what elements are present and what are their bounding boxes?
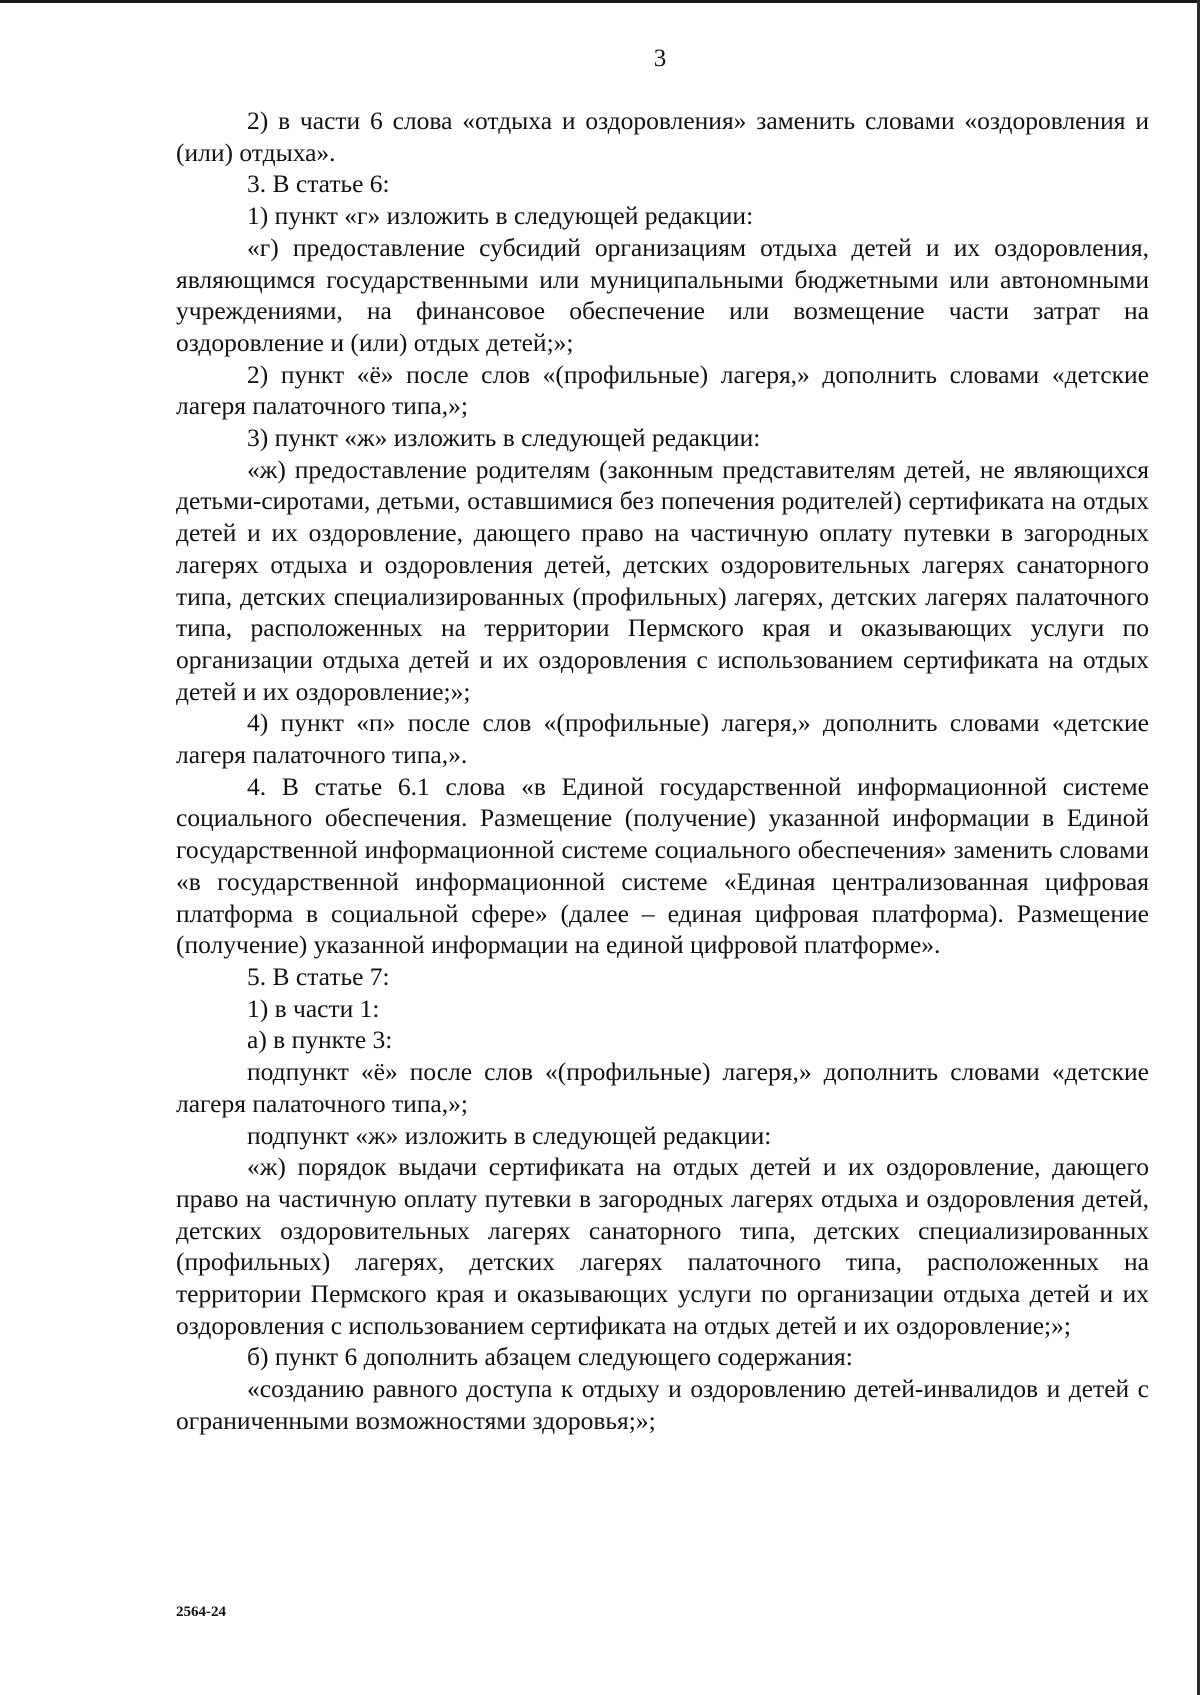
- paragraph: б) пункт 6 дополнить абзацем следующего содержания:: [247, 1342, 853, 1372]
- paragraph: а) в пункте 3:: [247, 1025, 393, 1055]
- paragraph: «ж) предоставление родителям (законным представителям детей, не являющихся детьми-сиротами, детьми, оставшимися без попечения родителей) сертификата на отдых детей и их оздоровление, дающего право на частичную оплату путевки в загородных лагерях отдыха и оздоровления детей, детских оздоровительных лагерях санаторного типа, детских специализированных (профильных) лагерях, детских лагерях палаточного типа, расположенных на территории Пермского края и оказывающих услуги по организации отдыха детей и их оздоровления с использованием сертификата на отдых детей и их оздоровление;»;: [176, 454, 1149, 706]
- paragraph: «созданию равного доступа к отдыху и оздоровлению детей-инвалидов и детей с ограниченными возможностями здоровья;»;: [176, 1374, 1149, 1435]
- paragraph: подпункт «ж» изложить в следующей редакции:: [247, 1120, 772, 1150]
- paragraph: 1) пункт «г» изложить в следующей редакции:: [247, 201, 754, 231]
- paragraph: «ж) порядок выдачи сертификата на отдых детей и их оздоровление, дающего право на частичную оплату путевки в загородных лагерях отдыха и оздоровления детей, детских оздоровительных лагерях санаторного типа, детских специализированных (профильных) лагерях, детских лагерях палаточного типа, расположенных на территории Пермского края и оказывающих услуги по организации отдыха детей и их оздоровления с использованием сертификата на отдых детей и их оздоровление;»;: [176, 1152, 1149, 1340]
- paragraph: 2) в части 6 слова «отдыха и оздоровления» заменить словами «оздоровления и (или) отдыха».: [176, 106, 1149, 167]
- paragraph: 5. В статье 7:: [247, 961, 390, 991]
- document-code: 2564-24: [176, 1604, 226, 1620]
- document-body: [176, 105, 1149, 1437]
- paragraph: 1) в части 1:: [247, 993, 380, 1023]
- paragraph: «г) предоставление субсидий организациям отдыха детей и их оздоровления, являющимся государственными или муниципальными бюджетными или автономными учреждениями, на финансовое обеспечение или возмещение части затрат на оздоровление и (или) отдых детей;»;: [176, 232, 1149, 357]
- paragraph: 4. В статье 6.1 слова «в Единой государственной информационной системе социального обеспечения. Размещение (получение) указанной информации в Единой государственной информационной системе социального обеспечения» заменить словами «в государственной информационной системе «Единая централизованная цифровая платформа в социальной сфере» (далее – единая цифровая платформа). Размещение (получение) указанной информации на единой цифровой платформе».: [176, 771, 1149, 960]
- scan-border-top: [0, 0, 1200, 3]
- paragraph: 4) пункт «п» после слов «(профильные) лагеря,» дополнить словами «детские лагеря палаточного типа,».: [176, 708, 1149, 770]
- paragraph: 3. В статье 6:: [247, 169, 390, 199]
- paragraph: подпункт «ё» после слов «(профильные) лагеря,» дополнить словами «детские лагеря палаточного типа,»;: [176, 1057, 1149, 1118]
- paragraph: 2) пункт «ё» после слов «(профильные) лагеря,» дополнить словами «детские лагеря палаточного типа,»;: [176, 359, 1149, 421]
- paragraph: 3) пункт «ж» изложить в следующей редакции:: [247, 423, 761, 453]
- page-number: 3: [653, 45, 667, 72]
